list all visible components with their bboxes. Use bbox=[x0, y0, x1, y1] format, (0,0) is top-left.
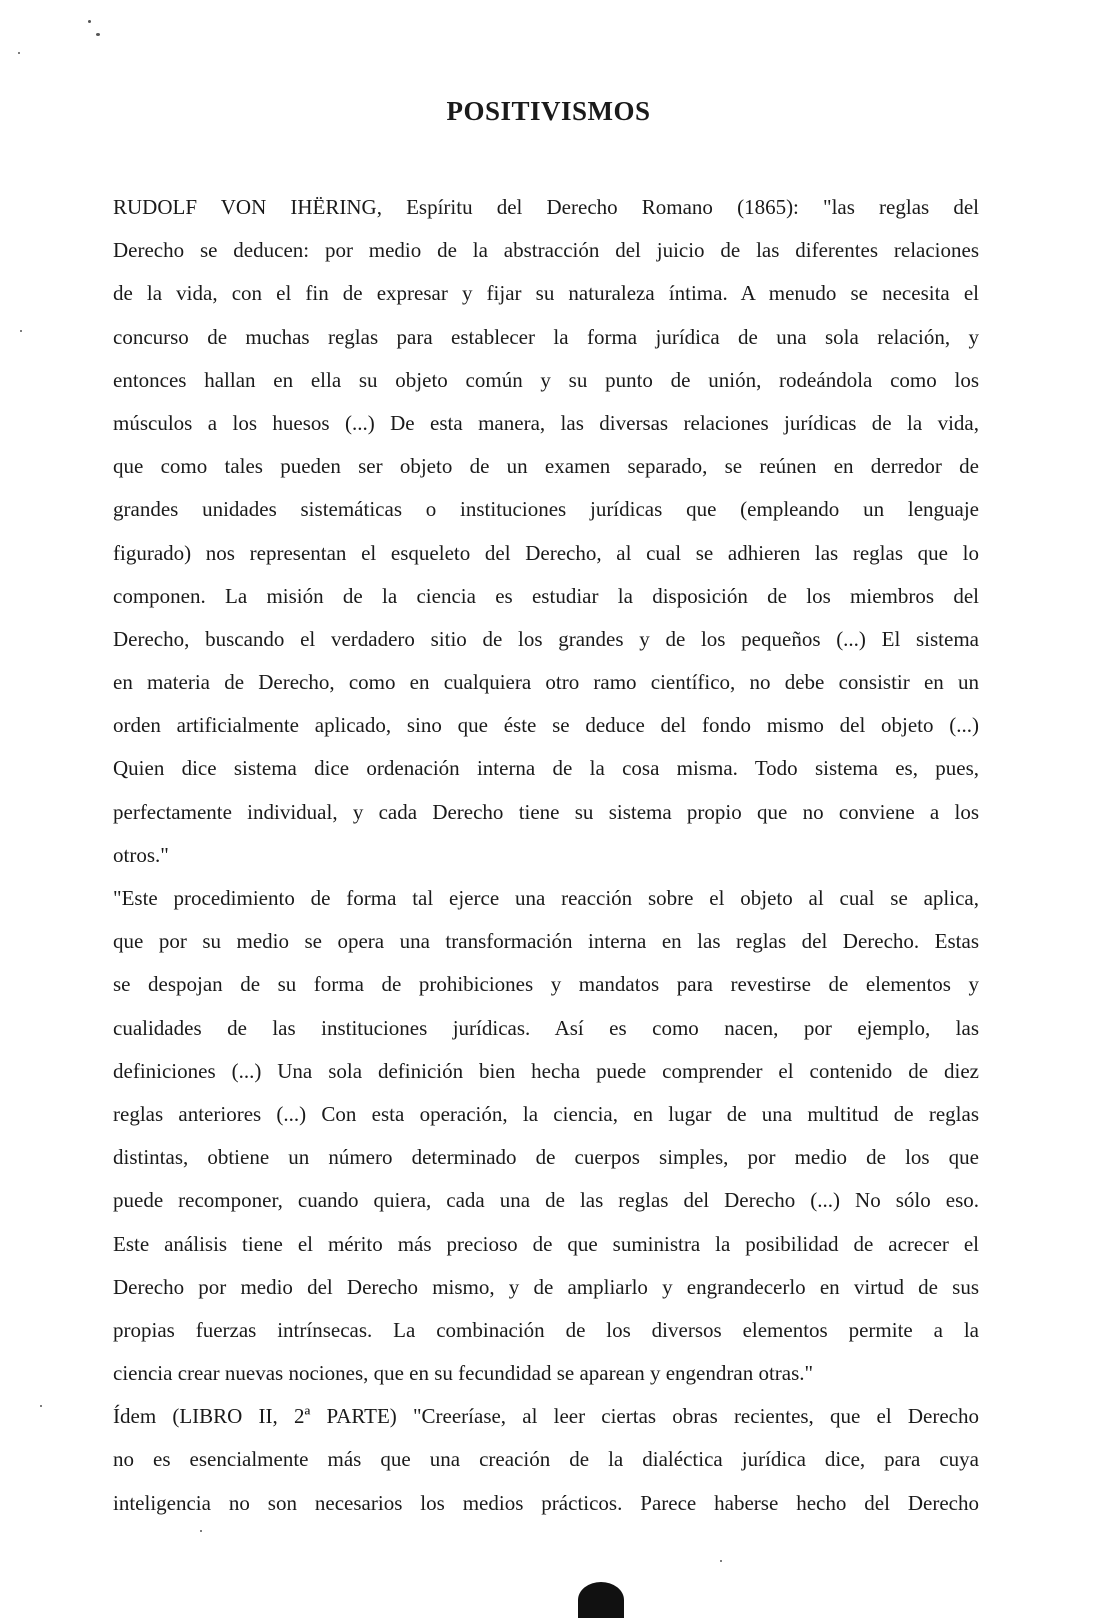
text-line: reglas anteriores (...) Con esta operación, la ciencia, en lugar de una multitud de reglas bbox=[113, 1101, 979, 1126]
scan-speck bbox=[20, 330, 22, 332]
scan-speck bbox=[96, 33, 100, 36]
text-line: Quien dice sistema dice ordenación interna de la cosa misma. Todo sistema es, pues, bbox=[113, 756, 979, 781]
text-line: en materia de Derecho, como en cualquiera otro ramo científico, no debe consistir en un bbox=[113, 670, 979, 695]
scan-speck bbox=[40, 1405, 42, 1407]
scan-speck bbox=[88, 20, 91, 23]
text-line: Ídem (LIBRO II, 2ª PARTE) "Creeríase, al leer ciertas obras recientes, que el Derecho bbox=[113, 1404, 979, 1429]
text-line: concurso de muchas reglas para establecer la forma jurídica de una sola relación, y bbox=[113, 324, 979, 349]
text-line: inteligencia no son necesarios los medios prácticos. Parece haberse hecho del Derecho bbox=[113, 1490, 979, 1515]
text-line: que como tales pueden ser objeto de un examen separado, se reúnen en derredor de bbox=[113, 454, 979, 479]
text-line: de la vida, con el fin de expresar y fijar su naturaleza íntima. A menudo se necesita el bbox=[113, 281, 979, 306]
text-line: propias fuerzas intrínsecas. La combinación de los diversos elementos permite a la bbox=[113, 1317, 979, 1342]
text-line: definiciones (...) Una sola definición bien hecha puede comprender el contenido de diez bbox=[113, 1058, 979, 1083]
text-line: grandes unidades sistemáticas o instituciones jurídicas que (empleando un lenguaje bbox=[113, 497, 979, 522]
text-line: entonces hallan en ella su objeto común y su punto de unión, rodeándola como los bbox=[113, 367, 979, 392]
text-line: puede recomponer, cuando quiera, cada una de las reglas del Derecho (...) No sólo eso. bbox=[113, 1188, 979, 1213]
scan-speck bbox=[200, 1530, 202, 1532]
text-line: cualidades de las instituciones jurídicas. Así es como nacen, por ejemplo, las bbox=[113, 1015, 979, 1040]
text-line: Derecho se deducen: por medio de la abstracción del juicio de las diferentes relaciones bbox=[113, 238, 979, 263]
text-line: perfectamente individual, y cada Derecho tiene su sistema propio que no conviene a los bbox=[113, 799, 979, 824]
text-line: Derecho por medio del Derecho mismo, y de ampliarlo y engrandecerlo en virtud de sus bbox=[113, 1274, 979, 1299]
text-line: "Este procedimiento de forma tal ejerce una reacción sobre el objeto al cual se aplica, bbox=[113, 886, 979, 910]
document-body bbox=[113, 186, 979, 1525]
text-line: RUDOLF VON IHËRING, Espíritu del Derecho Romano (1865): "las reglas del bbox=[113, 195, 979, 219]
text-line: se despojan de su forma de prohibiciones y mandatos para revestirse de elementos y bbox=[113, 972, 979, 997]
text-line: orden artificialmente aplicado, sino que éste se deduce del fondo mismo del objeto (...) bbox=[113, 713, 979, 738]
text-line: ciencia crear nuevas nociones, que en su fecundidad se aparean y engendran otras." bbox=[113, 1361, 814, 1386]
text-line: Derecho, buscando el verdadero sitio de los grandes y de los pequeños (...) El sistema bbox=[113, 626, 979, 651]
text-line: músculos a los huesos (...) De esta manera, las diversas relaciones jurídicas de la vida, bbox=[113, 410, 979, 435]
text-line: componen. La misión de la ciencia es estudiar la disposición de los miembros del bbox=[113, 583, 979, 608]
text-line: no es esencialmente más que una creación de la dialéctica jurídica dice, para cuya bbox=[113, 1447, 979, 1472]
text-line: otros." bbox=[113, 842, 169, 867]
text-line: distintas, obtiene un número determinado de cuerpos simples, por medio de los que bbox=[113, 1145, 979, 1170]
document-title: POSITIVISMOS bbox=[446, 96, 651, 126]
text-line: figurado) nos representan el esqueleto del Derecho, al cual se adhieren las reglas que lo bbox=[113, 540, 979, 565]
text-line: Este análisis tiene el mérito más precioso de que suministra la posibilidad de acrecer el bbox=[113, 1231, 979, 1256]
text-line: que por su medio se opera una transformación interna en las reglas del Derecho. Estas bbox=[113, 929, 979, 954]
scan-speck bbox=[720, 1560, 722, 1562]
scan-blob bbox=[578, 1582, 624, 1618]
scan-speck bbox=[18, 52, 20, 54]
